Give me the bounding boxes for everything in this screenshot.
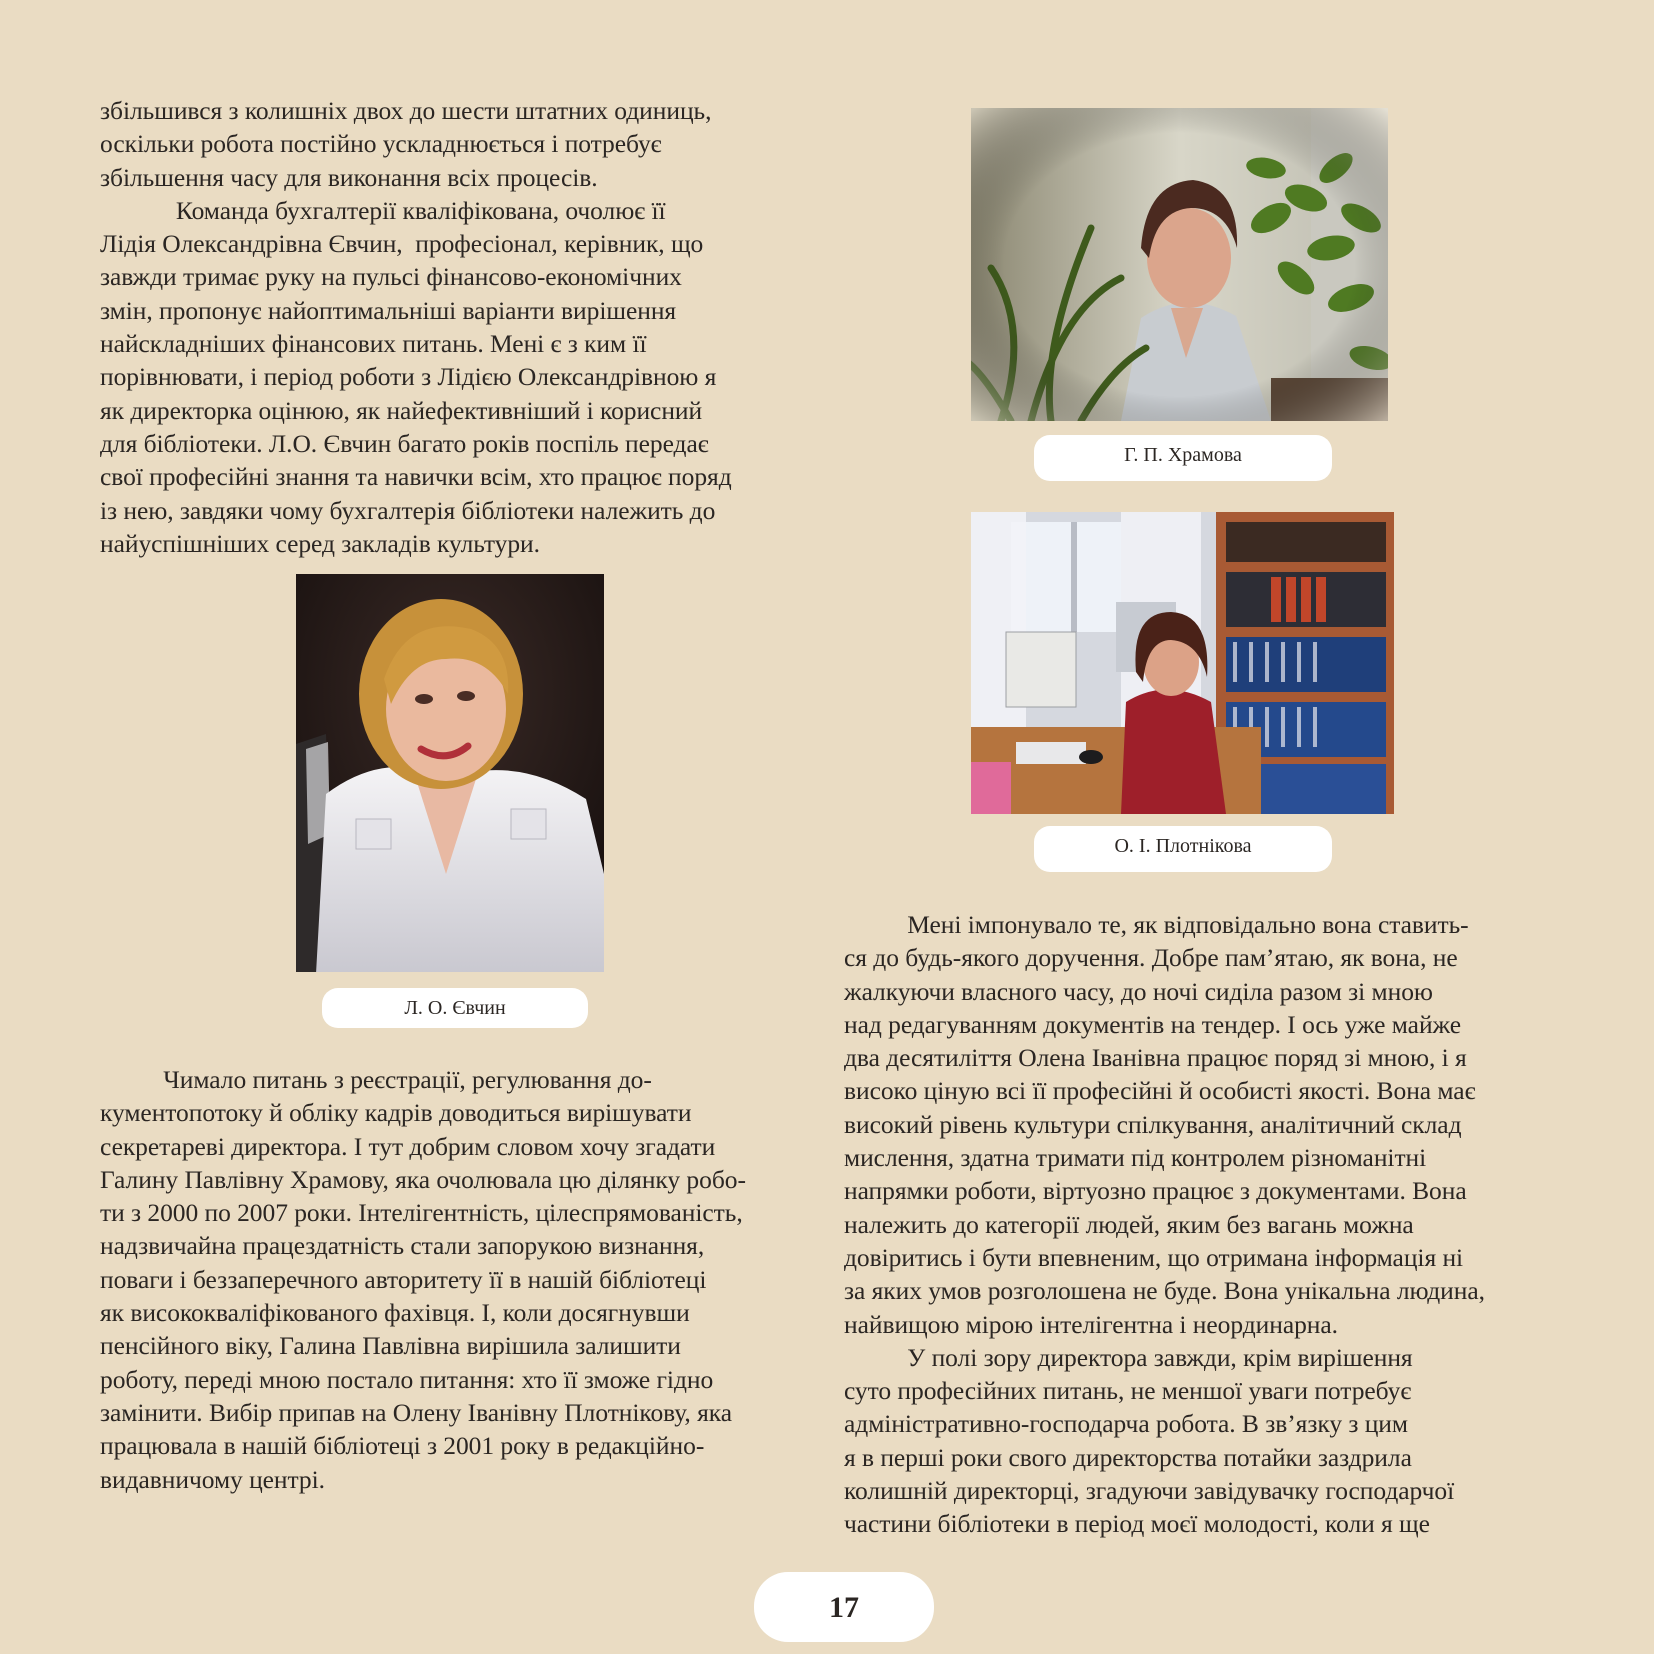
text-line: адміністративно-господарча робота. В зв’язку з цим xyxy=(844,1409,1408,1439)
text-line: для бібліотеки. Л.О. Євчин багато років поспіль передає xyxy=(100,428,709,458)
text-line: Мені імпонувало те, як відповідально вона ставить- xyxy=(844,910,1469,939)
left-top-paragraph xyxy=(100,94,732,560)
text-line: роботу, переді мною постало питання: хто її зможе гідно xyxy=(100,1364,714,1394)
text-line: над редагуванням документів на тендер. І ось уже майже xyxy=(844,1009,1462,1039)
text-line: мислення, здатна тримати під контролем різноманітні xyxy=(844,1143,1427,1173)
text-line: як директорка оцінюю, як найефективніший і корисний xyxy=(100,395,703,425)
text-line: як висококваліфікованого фахівця. І, коли досягнувши xyxy=(100,1298,690,1328)
text-line: змін, пропонує найоптимальніші варіанти вирішення xyxy=(100,295,677,325)
text-line: довіритись і бути впевненим, що отримана інформація ні xyxy=(844,1242,1464,1272)
text-line: свої професійні знання та навички всім, хто працює поряд xyxy=(100,462,732,492)
text-line: видавничому центрі. xyxy=(100,1464,325,1494)
text-line: високий рівень культури спілкування, аналітичний склад xyxy=(844,1109,1462,1139)
text-line: оскільки робота постійно ускладнюється і потребує xyxy=(100,129,662,159)
text-line: пенсійного віку, Галина Павлівна вирішила залишити xyxy=(100,1331,681,1361)
caption-label: Г. П. Храмова xyxy=(1124,444,1242,466)
text-line: ся до будь-якого доручення. Добре пам’ятаю, як вона, не xyxy=(844,943,1458,973)
text-line: найскладніших фінансових питань. Мені є з ким її xyxy=(100,329,647,359)
text-line: У полі зору директора завжди, крім вирішення xyxy=(844,1342,1413,1372)
caption-label: Л. О. Євчин xyxy=(404,997,506,1019)
text-line: працювала в нашій бібліотеці з 2001 року в редакційно- xyxy=(100,1431,705,1461)
caption-yevchyn xyxy=(322,988,588,1028)
text-line: порівнювати, і період роботи з Лідією Олександрівною я xyxy=(100,362,717,392)
left-bottom-paragraph xyxy=(100,1063,746,1496)
text-line: напрямки роботи, віртуозно працює з документами. Вона xyxy=(844,1176,1467,1206)
text-line: Команда бухгалтерії кваліфікована, очолює її xyxy=(100,195,666,225)
text-line: поваги і беззаперечного авторитету її в нашій бібліотеці xyxy=(100,1264,707,1294)
text-line: із нею, завдяки чому бухгалтерія бібліотеки належить до xyxy=(100,495,716,525)
text-line: частини бібліотеки в період моєї молодості, коли я ще xyxy=(844,1509,1430,1539)
text-line: за яких умов розголошена не буде. Вона унікальна людина, xyxy=(844,1276,1485,1306)
portrait-image xyxy=(971,512,1394,814)
caption-plotnikova xyxy=(1034,826,1332,872)
text-line: два десятиліття Олена Іванівна працює поряд зі мною, і я xyxy=(844,1043,1467,1073)
text-line: належить до категорії людей, яким без вагань можна xyxy=(844,1209,1414,1239)
text-line: Галину Павлівну Храмову, яка очолювала цю ділянку робо- xyxy=(100,1164,746,1194)
portrait-image xyxy=(971,108,1388,421)
caption-khramova xyxy=(1034,435,1332,481)
text-line: колишній директорці, згадуючи завідувачку господарчої xyxy=(844,1476,1455,1506)
text-line: я в перші роки свого директорства потайки заздрила xyxy=(844,1442,1412,1472)
text-line: високо ціную всі її професійні й особисті якості. Вона має xyxy=(844,1076,1476,1106)
text-line: кументопотоку й обліку кадрів доводиться вирішувати xyxy=(100,1098,692,1128)
text-line: секретареві директора. І тут добрим словом хочу згадати xyxy=(100,1131,716,1161)
text-line: завжди тримає руку на пульсі фінансово-економічних xyxy=(100,262,682,292)
portrait-image xyxy=(296,574,604,972)
page-number: 17 xyxy=(754,1572,934,1642)
text-line: надзвичайна працездатність стали запорукою визнання, xyxy=(100,1231,705,1261)
text-line: суто професійних питань, не меншої уваги потребує xyxy=(844,1376,1412,1406)
text-line: збільшився з колишніх двох до шести штатних одиниць, xyxy=(100,96,712,125)
text-line: Чимало питань з реєстрації, регулювання до- xyxy=(100,1065,652,1094)
caption-label: О. І. Плотнікова xyxy=(1114,835,1252,857)
text-line: ти з 2000 по 2007 роки. Інтелігентність, цілеспрямованість, xyxy=(100,1198,743,1228)
text-line: жалкуючи власного часу, до ночі сиділа разом зі мною xyxy=(844,976,1433,1006)
photo-khramova xyxy=(971,108,1388,421)
text-line: найуспішніших серед закладів культури. xyxy=(100,528,540,558)
photo-plotnikova xyxy=(971,512,1394,814)
photo-yevchyn xyxy=(296,574,604,972)
right-paragraph xyxy=(844,908,1485,1541)
text-line: Лідія Олександрівна Євчин, професіонал, керівник, що xyxy=(100,229,704,259)
text-line: найвищою мірою інтелігентна і неординарна. xyxy=(844,1309,1338,1339)
text-line: замінити. Вибір припав на Олену Іванівну Плотнікову, яка xyxy=(100,1397,732,1427)
text-line: збільшення часу для виконання всіх процесів. xyxy=(100,162,598,192)
